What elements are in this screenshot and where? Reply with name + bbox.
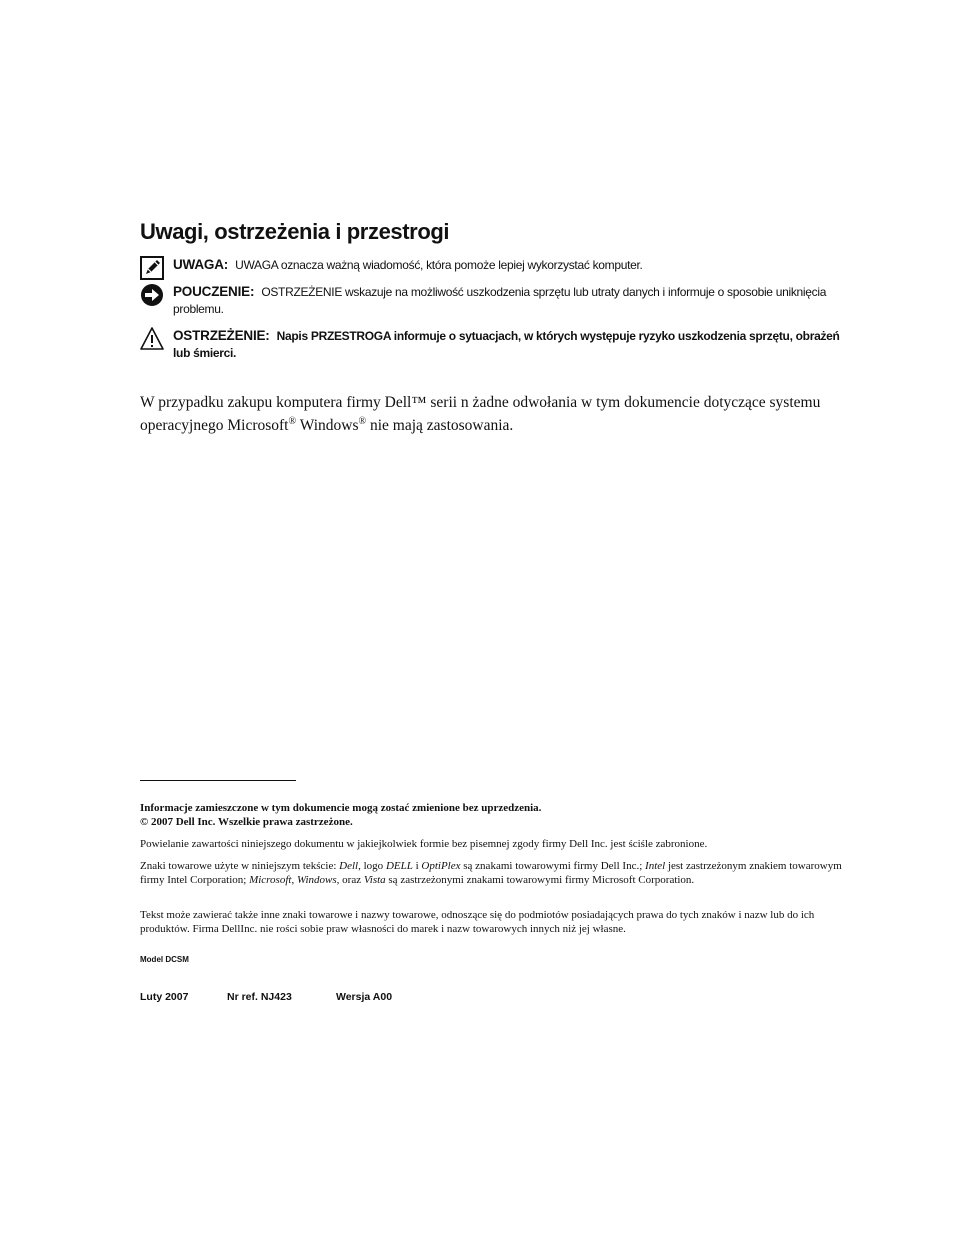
note-text: UWAGA oznacza ważną wiadomość, która pomoże lepiej wykorzystać komputer. (235, 258, 643, 272)
warning-notice (140, 327, 840, 362)
change-notice: Informacje zamieszczone w tym dokumencie mogą zostać zmienione bez uprzedzenia. © 2007 Dell Inc. Wszelkie prawa zastrzeżone. (140, 802, 542, 828)
intro-paragraph: W przypadku zakupu komputera firmy Dell™ serii n żadne odwołania w tym dokumencie dotyczące systemu operacyjnego Microsoft® Windows® nie mają zastosowania. (140, 394, 821, 435)
warning-text: Napis PRZESTROGA informuje o sytuacjach, w których występuje ryzyko uszkodzenia sprzętu, obrażeń lub śmierci. (173, 329, 840, 360)
caution-notice (140, 283, 840, 318)
page-title: Uwagi, ostrzeżenia i przestrogi (140, 219, 450, 244)
footnote-divider (140, 780, 296, 781)
arrow-circle-icon (140, 283, 164, 307)
warning-triangle-icon (140, 327, 164, 351)
reproduction-notice: Powielanie zawartości niniejszego dokumentu w jakiejkolwiek formie bez pisemnej zgody firmy Dell Inc. jest ściśle zabronione. (140, 838, 708, 850)
note-label: UWAGA: (173, 257, 229, 272)
caution-label: POUCZENIE: (173, 284, 255, 299)
other-trademarks-notice: Tekst może zawierać także inne znaki towarowe i nazwy towarowe, odnoszące się do podmiotów posiadających prawa do tych znaków i nazw lub do ich produktów. Firma DellInc. nie rości sobie praw własności do marek i nazw towarowych innych niż jej własne. (140, 909, 815, 935)
version-number: Wersja A00 (336, 991, 393, 1003)
reference-number: Nr ref. NJ423 (227, 991, 292, 1003)
caution-text: OSTRZEŻENIE wskazuje na możliwość uszkodzenia sprzętu lub utraty danych i informuje o sposobie uniknięcia problemu. (173, 285, 827, 316)
model-number: Model DCSM (140, 955, 189, 964)
publication-date: Luty 2007 (140, 991, 189, 1003)
pencil-note-icon (140, 256, 164, 280)
trademarks-notice: Znaki towarowe użyte w niniejszym tekście: Dell, logo DELL i OptiPlex są znakami towarowymi firmy Dell Inc.; Intel jest zastrzeżonym znakiem towarowym firmy Intel Corporation; Microsoft, Windows, oraz Vista są zastrzeżonymi znakami towarowymi firmy Microsoft Corporation. (140, 860, 842, 886)
warning-label: OSTRZEŻENIE: (173, 328, 270, 343)
note-notice (140, 256, 840, 274)
